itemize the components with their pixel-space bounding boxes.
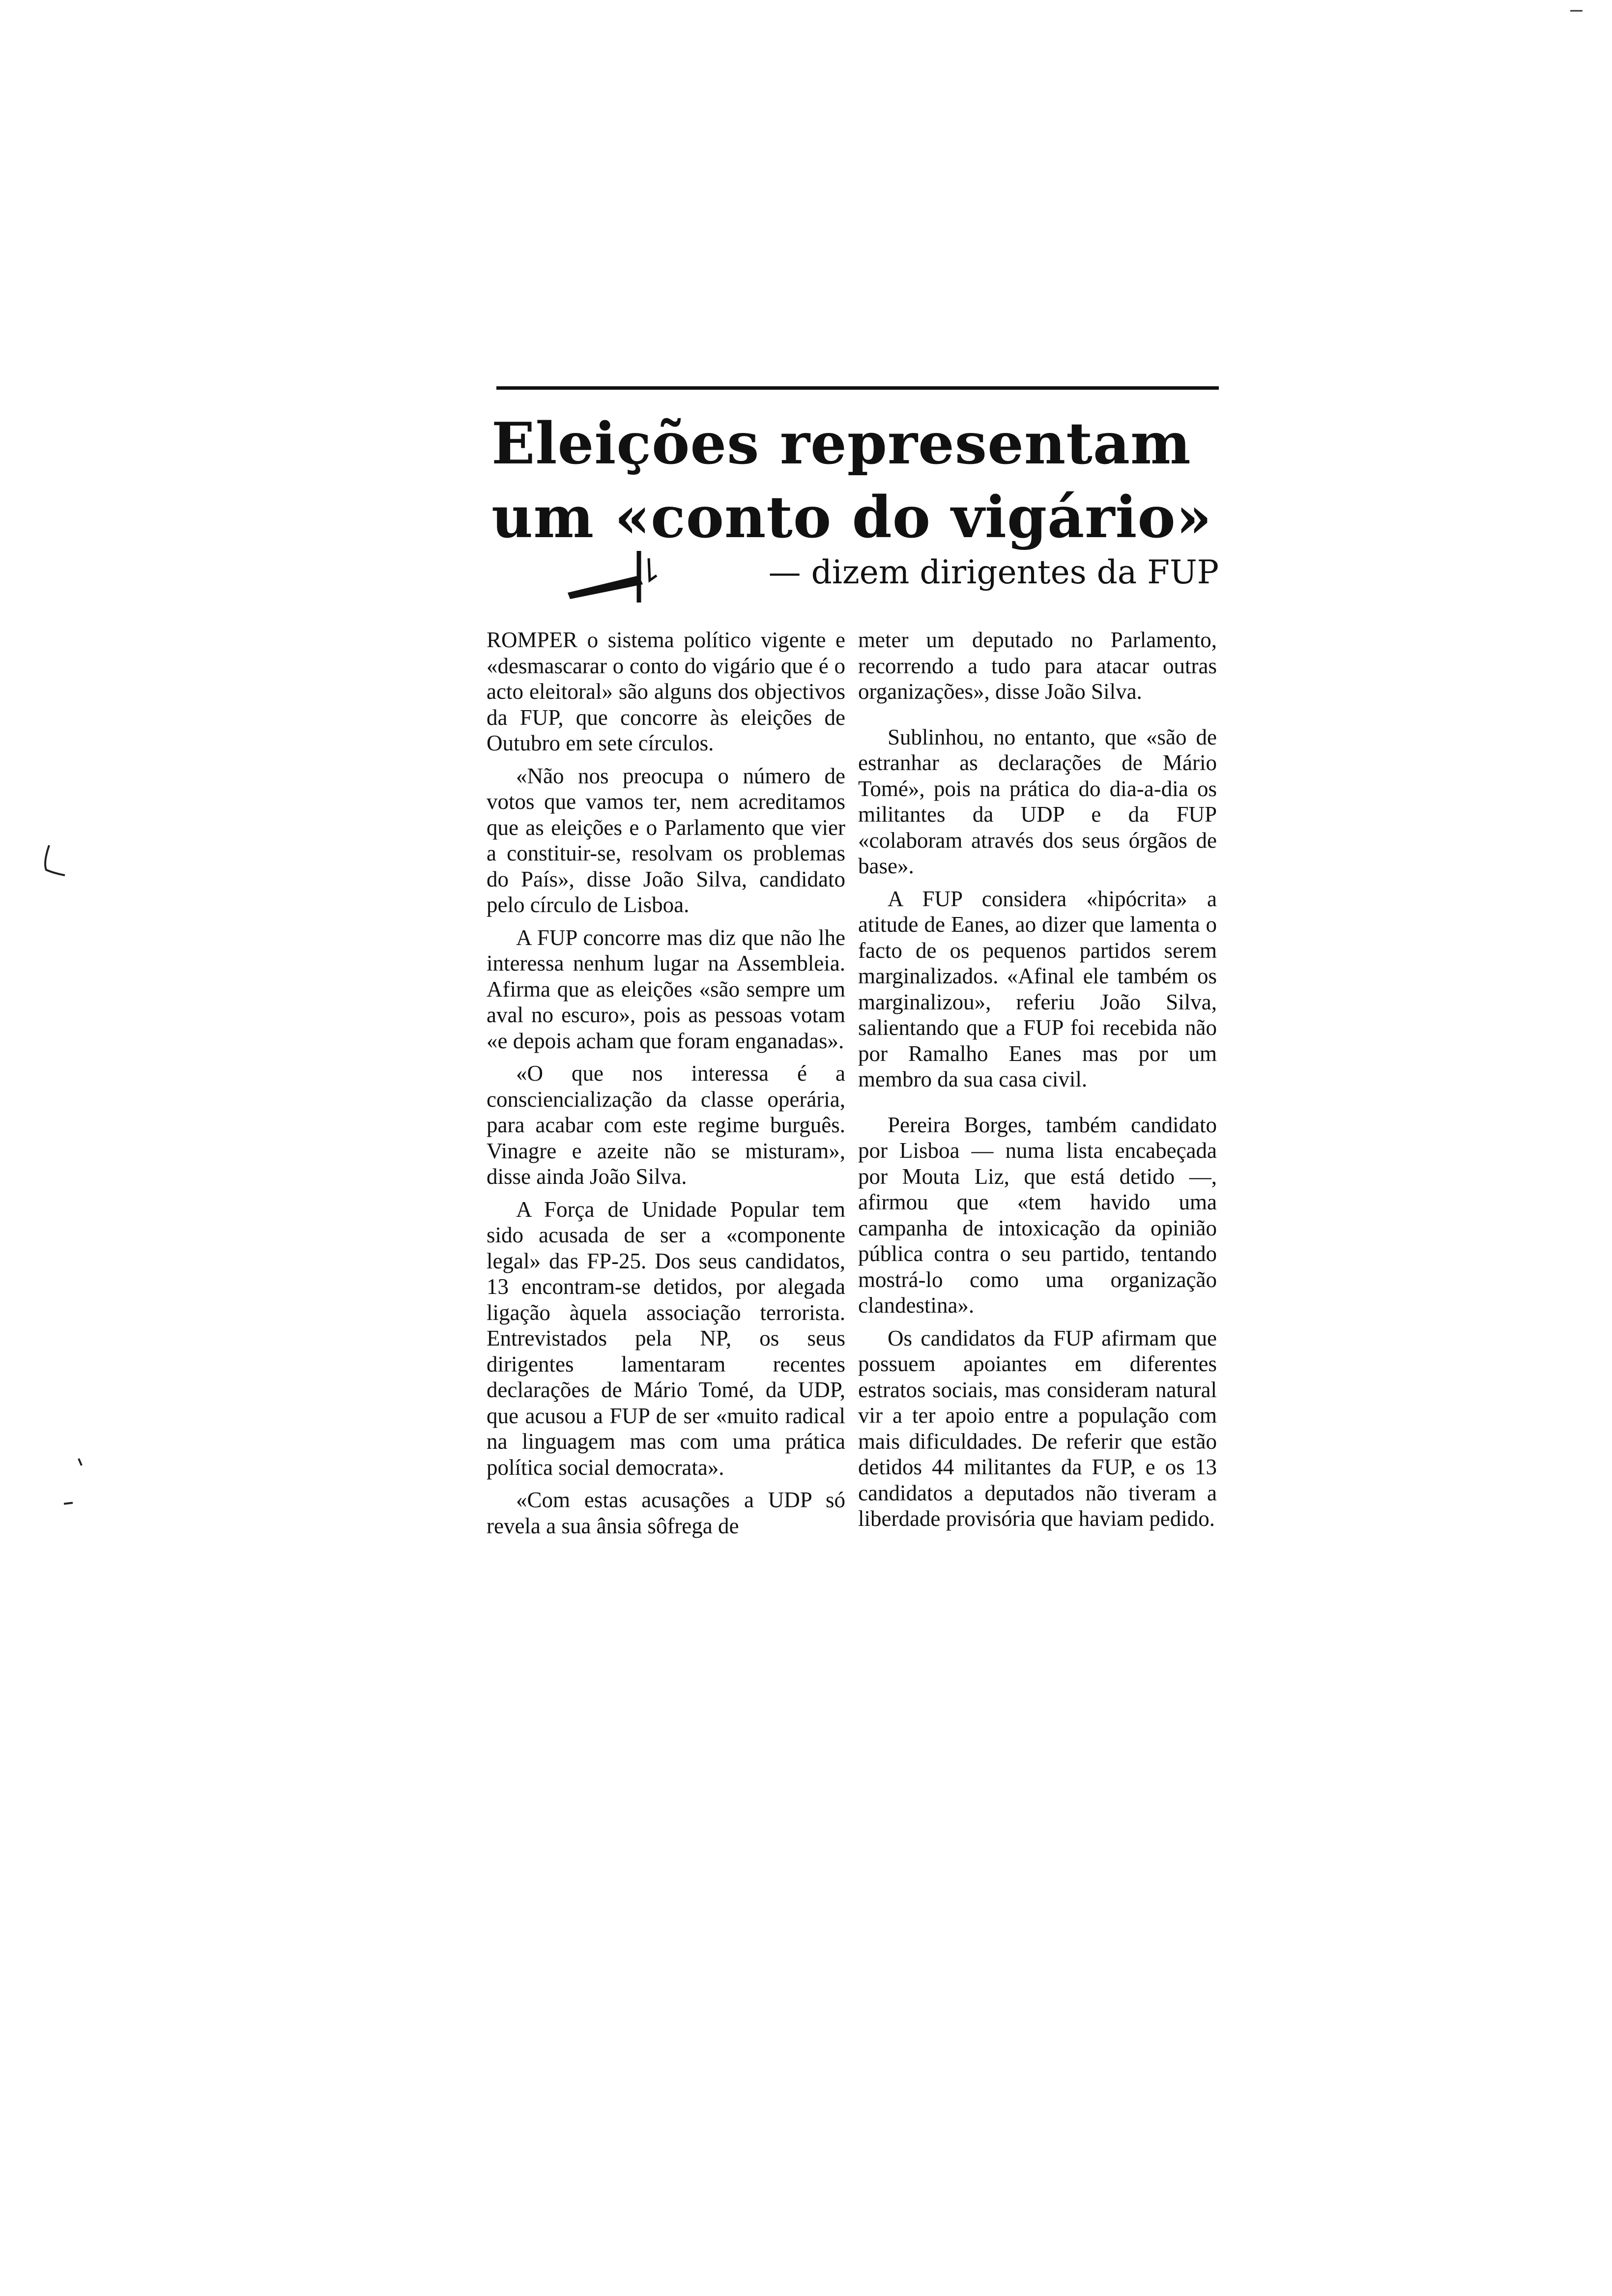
paragraph: Sublinhou, no entanto, que «são de estranhar as declarações de Mário Tomé», pois na prática do dia-a-dia os militantes da UDP e da FUP «colaboram através dos seus órgãos de base».: [858, 724, 1217, 878]
paragraph: A FUP concorre mas diz que não lhe interessa nenhum lugar na Assembleia. Afirma que as eleições «são sempre um aval no escuro», pois as pessoas votam «e depois acham que foram enganadas».: [487, 925, 845, 1053]
left-column: [487, 627, 845, 1539]
headline-line-1: Eleições representam: [491, 410, 1191, 477]
paragraph: ROMPER o sistema político vigente e «desmascarar o conto do vigário que é o acto eleitoral» são alguns dos objectivos da FUP, que concorre às eleições de Outubro em sete círculos.: [487, 628, 845, 755]
scan-mark: [39, 843, 69, 877]
newspaper-clipping: [487, 386, 1224, 1762]
headline-line-2: um «conto do vigário»: [491, 484, 1212, 551]
right-column: [858, 627, 1217, 1532]
paragraph: Pereira Borges, também candidato por Lisboa — numa lista encabeçada por Mouta Liz, que está detido —, afirmou que «tem havido uma campanha de intoxicação da opinião pública contra o seu partido, tentando mostrá-lo como uma organização clandestina».: [858, 1112, 1217, 1318]
paragraph: Os candidatos da FUP afirmam que possuem apoiantes em diferentes estratos sociais, mas consideram natural vir a ter apoio entre a população com mais dificuldades. De referir que estão detidos 44 militantes da FUP, e os 13 candidatos a deputados não tiveram a liberdade provisória que haviam pedido.: [858, 1325, 1217, 1531]
subheadline: — dizem dirigentes da FUP: [768, 553, 1219, 591]
paragraph: A Força de Unidade Popular tem sido acusada de ser a «componente legal» das FP-25. Dos seus candidatos, 13 encontram-se detidos, por alegada ligação àquela associação terrorista. Entrevistados pela NP, os seus dirigentes lamentaram recentes declarações de Mário Tomé, da UDP, que acusou a FUP de ser «muito radical na linguagem mas com uma prática política social democrata».: [487, 1197, 845, 1480]
scan-mark: [59, 1455, 88, 1514]
headline: [491, 407, 1219, 554]
paragraph: «Não nos preocupa o número de votos que vamos ter, nem acreditamos que as eleições e o Parlamento que vier a constituir-se, resolvam os problemas do País», disse João Silva, candidato pelo círculo de Lisboa.: [487, 763, 845, 917]
handwritten-mark: [565, 546, 659, 605]
paragraph: «Com estas acusações a UDP só revela a sua ânsia sôfrega de: [487, 1488, 845, 1538]
top-rule: [496, 386, 1219, 390]
paragraph: «O que nos interessa é a consciencialização da classe operária, para acabar com este regime burguês. Vinagre e azeite não se misturam», disse ainda João Silva.: [487, 1061, 845, 1189]
paragraph: A FUP considera «hipócrita» a atitude de Eanes, ao dizer que lamenta o facto de os pequenos partidos serem marginalizados. «Afinal ele também os marginalizou», referiu João Silva, salientando que a FUP foi recebida não por Ramalho Eanes mas por um membro da sua casa civil.: [858, 886, 1217, 1091]
paragraph: meter um deputado no Parlamento, recorrendo a tudo para atacar outras organizações», disse João Silva.: [858, 628, 1217, 704]
scan-mark: [1568, 5, 1587, 15]
